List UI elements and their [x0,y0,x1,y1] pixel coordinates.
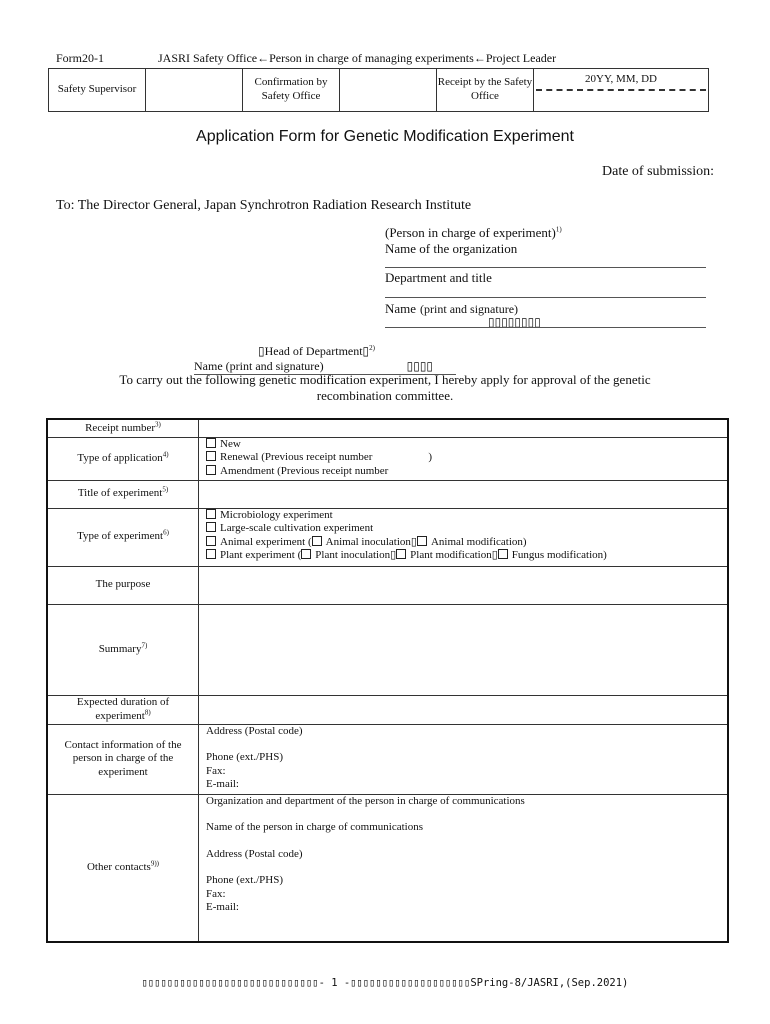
organization-label: Name of the organization [385,241,518,256]
name-jp-text: ▯▯▯▯▯▯▯▯ [488,315,541,329]
option-large-scale[interactable]: Large-scale cultivation experiment [206,522,727,536]
name-label: Name (print and signature) [385,301,519,316]
option-microbiology[interactable]: Microbiology experiment [206,509,727,523]
receipt-date-cell[interactable] [534,69,709,112]
receipt-label: Receipt by the Safety Office [437,69,534,112]
receipt-number-field[interactable] [199,419,729,437]
type-of-experiment-field [199,508,729,566]
purpose-label: The purpose [47,566,199,604]
organization-line[interactable] [385,267,706,268]
checkbox-icon[interactable] [417,536,427,546]
checkbox-icon[interactable] [396,549,406,559]
applicant-heading: (Person in charge of experiment)$^{1)}$ [385,225,562,240]
form-title: Application Form for Genetic Modification Experiment [196,128,574,145]
statement-line-2: recombination committee. [316,388,454,403]
other-fax: Fax: [206,887,226,900]
department-line[interactable] [385,297,706,298]
head-of-department: ▯Head of Department▯$^{2)}$ [258,344,376,358]
addressee: To: The Director General, Japan Synchrotron Radiation Research Institute [56,198,472,213]
checkbox-icon[interactable] [206,451,216,461]
checkbox-icon[interactable] [206,438,216,448]
checkbox-icon[interactable] [312,536,322,546]
other-phone: Phone (ext./PHS) [206,874,283,886]
safety-supervisor-stamp[interactable] [146,69,243,112]
option-plant[interactable]: Plant experiment ( Plant inoculation▯ Plant modification▯ Fungus modification) [206,549,727,563]
type-of-application-field [199,437,729,480]
option-renewal[interactable]: Renewal (Previous receipt number ) [206,451,727,465]
statement-line-1: To carry out the following genetic modification experiment, I hereby apply for approval of the genetic [119,372,651,387]
contact-email: E-mail: [206,778,239,790]
other-name: Name of the person in charge of communications [206,821,423,833]
checkbox-icon[interactable] [206,465,216,475]
type-of-experiment-label: Type of experiment$^{6)}$ [47,508,199,566]
other-address: Address (Postal code) [206,847,303,860]
date-of-submission: Date of submission: [602,164,714,179]
checkbox-icon[interactable] [206,522,216,532]
confirmation-stamp[interactable] [340,69,437,112]
approval-route: JASRI Safety Office←Person in charge of managing experiments←Project Leader [158,51,557,65]
title-of-experiment-label: Title of experiment$^{5)}$ [47,480,199,508]
summary-field[interactable] [199,604,729,695]
receipt-date-format: 20YY, MM, DD [585,73,657,85]
department-label: Department and title [385,270,492,285]
contact-phone: Phone (ext./PHS) [206,751,283,763]
contact-field[interactable] [199,724,729,794]
option-amendment[interactable]: Amendment (Previous receipt number [206,465,727,479]
title-of-experiment-field[interactable] [199,480,729,508]
checkbox-icon[interactable] [498,549,508,559]
contact-address: Address (Postal code) [206,724,303,737]
other-contacts-field[interactable] [199,794,729,942]
checkbox-icon[interactable] [206,549,216,559]
safety-supervisor-label: Safety Supervisor [49,69,146,112]
date-divider [536,89,706,91]
summary-label: Summary$^{7)}$ [47,604,199,695]
checkbox-icon[interactable] [301,549,311,559]
approval-table [48,68,709,112]
form-number: Form20-1 [56,51,104,65]
option-new[interactable]: New [206,438,727,452]
other-contacts-label: Other contacts$^{9))}$ [47,794,199,942]
page-footer: ▯▯▯▯▯▯▯▯▯▯▯▯▯▯▯▯▯▯▯▯▯▯▯▯▯▯▯▯- 1 -▯▯▯▯▯▯▯▯▯▯▯▯▯▯▯▯▯▯▯SPring-8/JASRI,(Sep.2021) [141,977,629,989]
head-name-jp: ▯▯▯▯ [406,359,434,373]
duration-field[interactable] [199,695,729,724]
checkbox-icon[interactable] [206,509,216,519]
other-organization: Organization and department of the person in charge of communications [206,794,525,807]
checkbox-icon[interactable] [206,536,216,546]
contact-label: Contact information of the person in charge of the experiment [47,724,199,794]
contact-fax: Fax: [206,764,226,777]
application-form-table [46,418,729,943]
option-animal[interactable]: Animal experiment ( Animal inoculation▯ Animal modification) [206,536,727,550]
duration-label: Expected duration of experiment$^{8)}$ [47,695,199,724]
type-of-application-label: Type of application$^{4)}$ [47,437,199,480]
purpose-field[interactable] [199,566,729,604]
confirmation-label: Confirmation by Safety Office [243,69,340,112]
name-line[interactable] [385,327,706,328]
receipt-number-label: Receipt number$^{3)}$ [47,419,199,437]
head-name-label: Name (print and signature) [194,359,324,373]
other-email: E-mail: [206,901,239,913]
